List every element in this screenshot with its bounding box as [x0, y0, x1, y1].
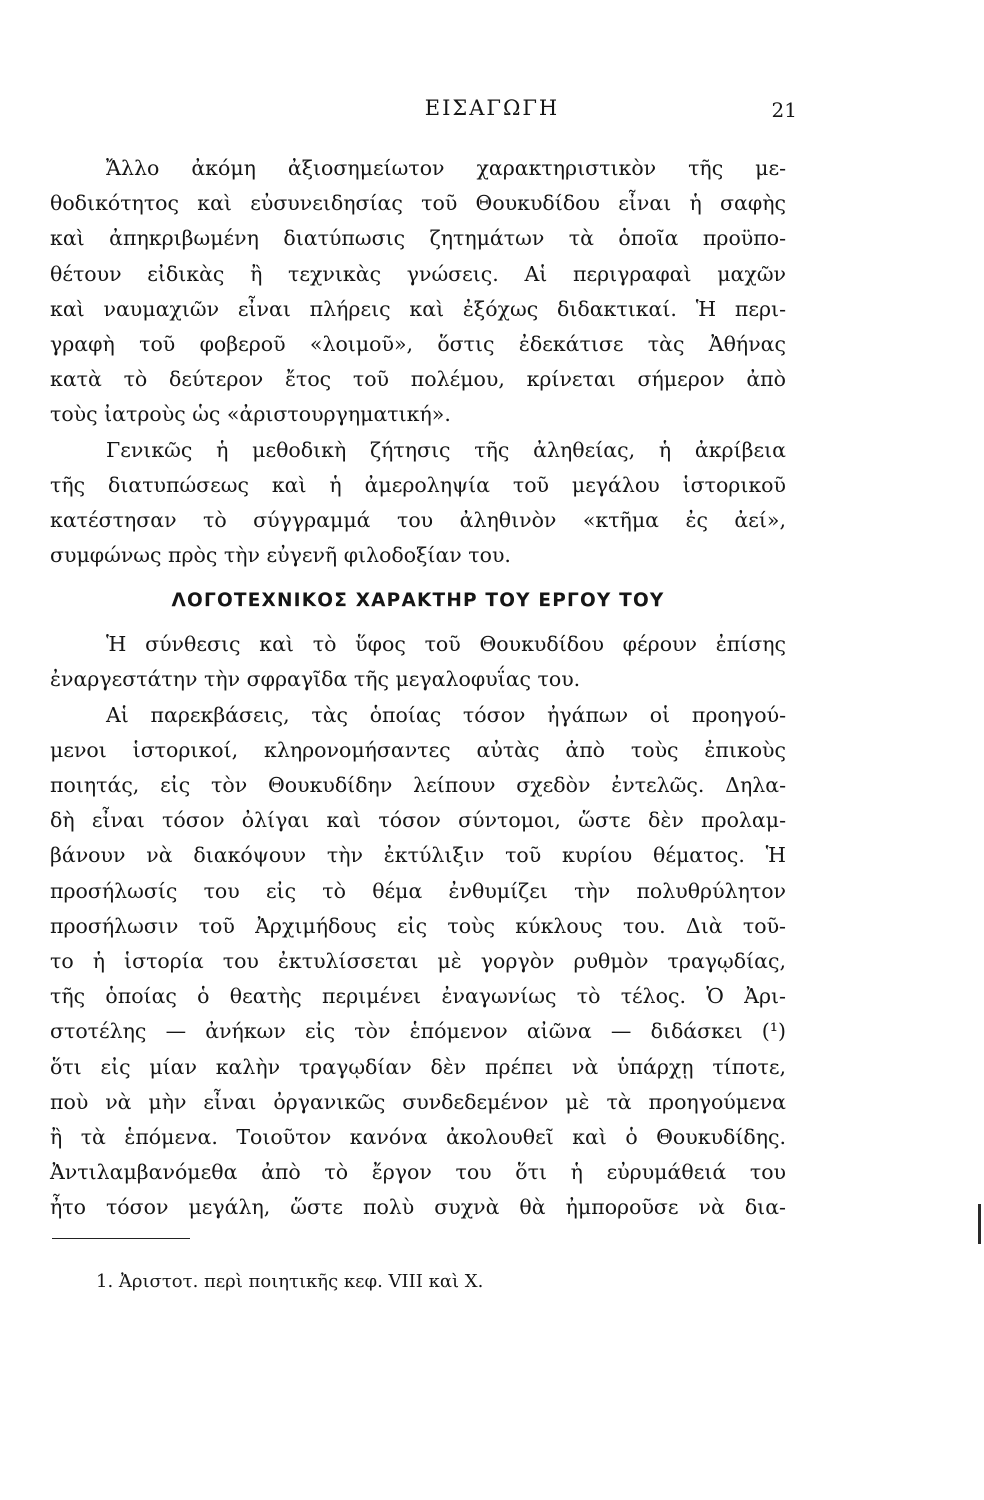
text-line: ποιητάς, εἰς τὸν Θουκυδίδην λείπουν σχεδὸν ἐντελῶς. Δηλα- [50, 773, 786, 797]
text-line: ἐναργεστάτην τὴν σφραγῖδα τῆς μεγαλοφυΐας του. [50, 667, 581, 692]
footnote: 1. Ἀριστοτ. περὶ ποιητικῆς κεφ. VIII καὶ X. [96, 1271, 484, 1292]
running-head: ΕΙΣΑΓΩΓΗ [424, 96, 560, 120]
text-line: προσήλωσιν τοῦ Ἀρχιμήδους εἰς τοὺς κύκλους του. Διὰ τοῦ- [50, 913, 786, 938]
paragraph [50, 627, 786, 697]
page-edge-mark [978, 1204, 981, 1244]
text-line: προσήλωσίς του εἰς τὸ θέμα ἐνθυμίζει τὴν πολυθρύλητον [50, 878, 786, 903]
text-line: Αἱ παρεκβάσεις, τὰς ὁποίας τόσον ἠγάπων οἱ προηγού- [106, 702, 786, 727]
text-line: Ἄλλο ἀκόμη ἀξιοσημείωτον χαρακτηριστικὸν τῆς με- [106, 156, 786, 180]
text-line: γραφὴ τοῦ φοβεροῦ «λοιμοῦ», ὅστις ἐδεκάτισε τὰς Ἀθήνας [50, 331, 786, 356]
text-line: συμφώνως πρὸς τὴν εὐγενῆ φιλοδοξίαν του. [50, 543, 511, 568]
text-line: μενοι ἱστορικοί, κληρονομήσαντες αὐτὰς ἀπὸ τοὺς ἐπικοὺς [50, 737, 786, 762]
text-line: δὴ εἶναι τόσον ὀλίγαι καὶ τόσον σύντομοι, ὥστε δὲν προλαμ- [50, 808, 786, 833]
text-line: ἦτο τόσον μεγάλη, ὥστε πολὺ συχνὰ θὰ ἠμποροῦσε νὰ δια- [50, 1195, 786, 1220]
section-heading: ΛΟΓΟΤΕΧΝΙΚΟΣ ΧΑΡΑΚΤΗΡ ΤΟΥ ΕΡΓΟΥ ΤΟΥ [171, 590, 665, 612]
text-line: το ἡ ἱστορία του ἐκτυλίσσεται μὲ γοργὸν ρυθμὸν τραγῳδίας, [50, 948, 786, 973]
text-line: στοτέλης — ἀνήκων εἰς τὸν ἑπόμενον αἰῶνα — διδάσκει (¹) [50, 1019, 786, 1044]
text-line: κατὰ τὸ δεύτερον ἔτος τοῦ πολέμου, κρίνεται σήμερον ἀπὸ [50, 367, 786, 392]
paragraph [50, 433, 786, 574]
page-header [0, 96, 984, 130]
text-line: καὶ ἀπηκριβωμένη διατύπωσις ζητημάτων τὰ ὁποῖα προϋπο- [50, 226, 786, 251]
text-line: ὅτι εἰς μίαν καλὴν τραγῳδίαν δὲν πρέπει νὰ ὑπάρχῃ τίποτε, [50, 1054, 786, 1079]
text-line: θέτουν εἰδικὰς ἢ τεχνικὰς γνώσεις. Αἱ περιγραφαὶ μαχῶν [50, 261, 786, 286]
paragraph [50, 698, 786, 1226]
text-line: τοὺς ἰατροὺς ὡς «ἀριστουργηματική». [50, 402, 451, 427]
text-line: τῆς ὁποίας ὁ θεατὴς περιμένει ἐναγωνίως τὸ τέλος. Ὁ Ἀρι- [50, 984, 786, 1009]
text-line: ποὺ νὰ μὴν εἶναι ὀργανικῶς συνδεδεμένον μὲ τὰ προηγούμενα [50, 1089, 786, 1114]
text-line: καὶ ναυμαχιῶν εἶναι πλήρεις καὶ ἐξόχως διδακτικαί. Ἡ περι- [50, 296, 786, 321]
text-line: Ἀντιλαμβανόμεθα ἀπὸ τὸ ἔργον του ὅτι ἡ εὐρυμάθειά του [50, 1160, 786, 1185]
text-line: κατέστησαν τὸ σύγγραμμά του ἀληθινὸν «κτῆμα ἐς ἀεί», [50, 507, 786, 532]
paragraph [50, 151, 786, 433]
text-line: βάνουν νὰ διακόψουν τὴν ἐκτύλιξιν τοῦ κυρίου θέματος. Ἡ [50, 843, 786, 868]
text-line: Γενικῶς ἡ μεθοδικὴ ζήτησις τῆς ἀληθείας, ἡ ἀκρίβεια [106, 437, 786, 462]
footnote-rule [52, 1238, 190, 1239]
text-line: Ἡ σύνθεσις καὶ τὸ ὕφος τοῦ Θουκυδίδου φέρουν ἐπίσης [106, 632, 786, 657]
body-text [50, 151, 786, 1225]
page-number: 21 [771, 98, 797, 122]
text-line: ἢ τὰ ἑπόμενα. Τοιοῦτον κανόνα ἀκολουθεῖ καὶ ὁ Θουκυδίδης. [50, 1124, 786, 1149]
text-line: τῆς διατυπώσεως καὶ ἡ ἀμεροληψία τοῦ μεγάλου ἱστορικοῦ [50, 472, 786, 497]
text-line: θοδικότητος καὶ εὐσυνειδησίας τοῦ Θουκυδίδου εἶναι ἡ σαφὴς [50, 191, 786, 216]
